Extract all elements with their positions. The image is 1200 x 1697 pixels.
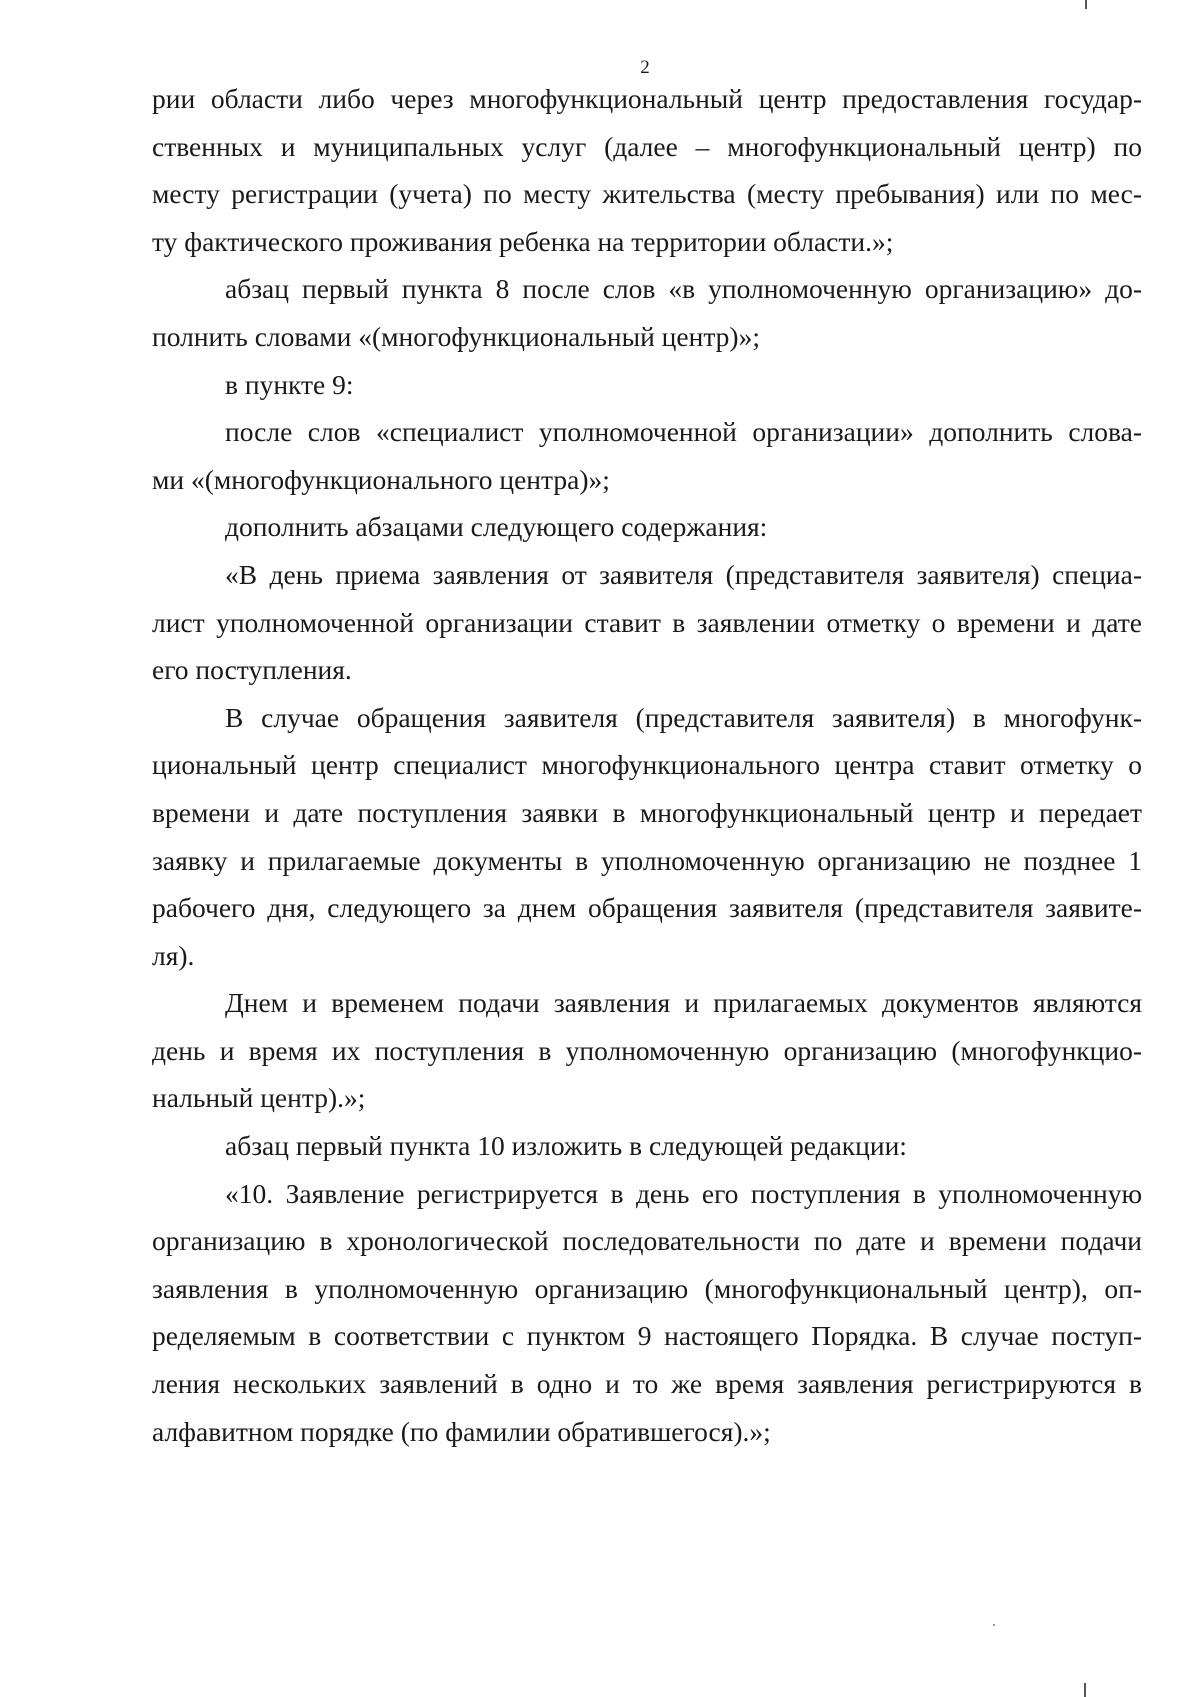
text-line: полнить словами «(многофункциональный центр)»; (152, 320, 760, 352)
text-line: его поступления. (152, 654, 352, 686)
page-number: 2 (640, 57, 650, 78)
scan-artifact (1084, 1683, 1086, 1697)
text-line: ми «(многофункционального центра)»; (152, 463, 610, 495)
document-body (152, 75, 1142, 1455)
paragraph-first-line: в пункте 9: (225, 368, 354, 400)
text-line: лист уполномоченной организации ставит в заявлении отметку о времени и дате (152, 606, 1142, 638)
scan-artifact (1085, 0, 1087, 9)
paragraph-first-line: В случае обращения заявителя (представителя заявителя) в многофунк- (225, 701, 1142, 733)
text-line: заявку и прилагаемые документы в уполномоченную организацию не позднее 1 (152, 844, 1142, 876)
text-line: ля). (152, 939, 195, 971)
text-line: месту регистрации (учета) по месту жительства (месту пребывания) или по мес- (152, 178, 1142, 210)
text-line: времени и дате поступления заявки в многофункциональный центр и передает (152, 796, 1142, 828)
text-line: заявления в уполномоченную организацию (многофункциональный центр), оп- (152, 1272, 1142, 1304)
paragraph-first-line: дополнить абзацами следующего содержания: (225, 511, 768, 543)
paragraph-first-line: абзац первый пункта 10 изложить в следующей редакции: (225, 1130, 907, 1162)
text-line: ления нескольких заявлений в одно и то же время заявления регистрируются в (152, 1368, 1142, 1400)
paragraph-first-line: абзац первый пункта 8 после слов «в уполномоченную организацию» до- (225, 273, 1142, 305)
text-line: день и время их поступления в уполномоченную организацию (многофункцио- (152, 1034, 1142, 1066)
paragraph-first-line: «10. Заявление регистрируется в день его поступления в уполномоченную (225, 1177, 1142, 1209)
text-line: организацию в хронологической последовательности по дате и времени подачи (152, 1225, 1142, 1257)
text-line: ственных и муниципальных услуг (далее – многофункциональный центр) по (152, 130, 1142, 162)
text-line: циональный центр специалист многофункционального центра ставит отметку о (152, 749, 1142, 781)
paragraph-first-line: Днем и временем подачи заявления и прилагаемых документов являются (225, 987, 1142, 1019)
paragraph-first-line: «В день приема заявления от заявителя (представителя заявителя) специа- (225, 558, 1142, 590)
text-line: нальный центр).»; (152, 1082, 366, 1114)
text-line: ту фактического проживания ребенка на территории области.»; (152, 225, 894, 257)
text-line: рии области либо через многофункциональный центр предоставления государ- (152, 83, 1142, 114)
text-line: ределяемым в соответствии с пунктом 9 настоящего Порядка. В случае поступ- (152, 1320, 1142, 1352)
text-line: рабочего дня, следующего за днем обращения заявителя (представителя заявите- (152, 892, 1142, 924)
text-line: алфавитном порядке (по фамилии обратившегося).»; (152, 1415, 771, 1447)
paragraph-first-line: после слов «специалист уполномоченной организации» дополнить слова- (225, 416, 1142, 448)
scan-artifact (993, 1624, 995, 1626)
